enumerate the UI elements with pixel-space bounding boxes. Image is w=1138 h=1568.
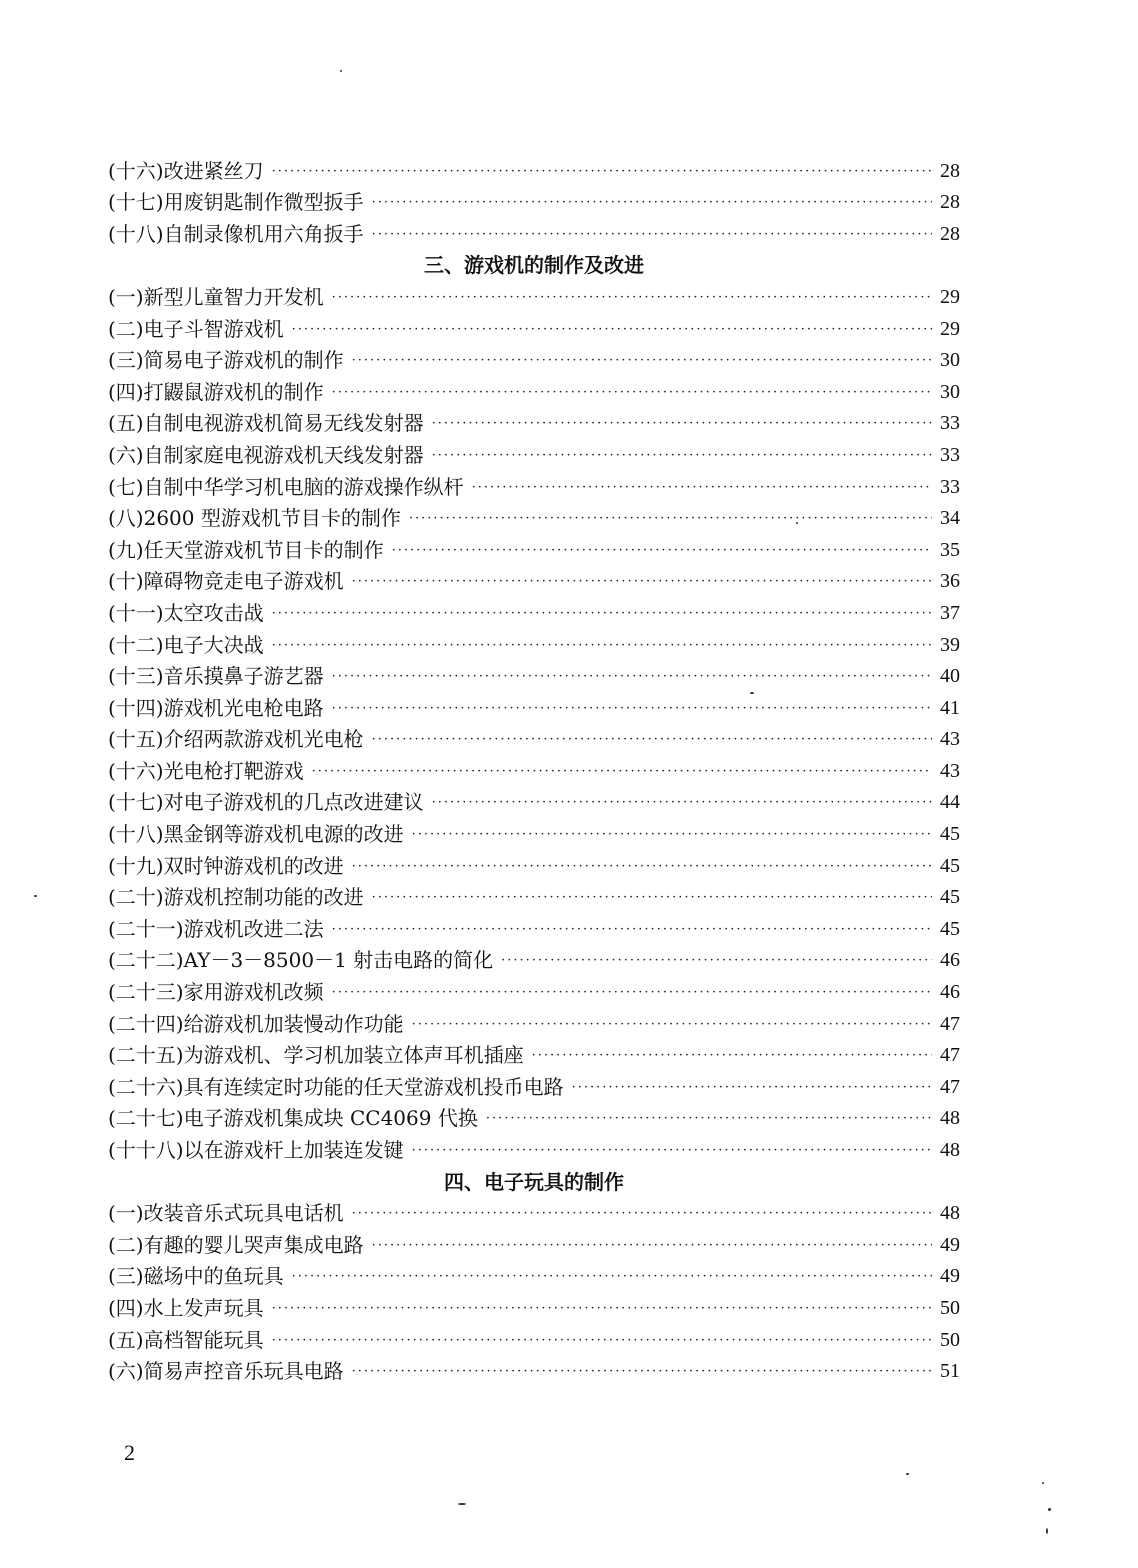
dot-leader [292,323,932,336]
toc-entry-page: 35 [940,538,960,561]
toc-entry [108,341,960,373]
toc-entry-title: (四)水上发声玩具 [108,1295,264,1320]
toc-entry-title: (十七)用废钥匙制作微型扳手 [108,190,364,215]
toc-entry-title: (三)简易电子游戏机的制作 [108,348,344,373]
toc-entry [108,846,960,878]
dot-leader [432,449,932,462]
toc-entry-title: (十八)自制录像机用六角扳手 [108,221,364,246]
scan-speck [1042,1482,1044,1484]
toc-entry-page: 30 [940,349,960,372]
dot-leader [352,1207,932,1220]
scan-speck [750,692,754,694]
toc-entry-title: (四)打鼹鼠游戏机的制作 [108,379,324,404]
dot-leader [332,291,932,304]
toc-entry [108,783,960,815]
scan-speck [34,895,37,897]
toc-entry-title: (一)新型儿童智力开发机 [108,284,324,309]
toc-entry-title: (七)自制中华学习机电脑的游戏操作纵杆 [108,474,464,499]
dot-leader [352,1365,932,1378]
dot-leader [412,1144,932,1157]
dot-leader [272,639,932,652]
toc-entry-title: (六)简易声控音乐玩具电路 [108,1359,344,1384]
toc-entry-title: (二十六)具有连续定时功能的任天堂游戏机投币电路 [108,1074,564,1099]
scan-speck [340,70,342,72]
toc-entry-page: 29 [940,317,960,340]
dot-leader [332,923,932,936]
toc-entry-page: 33 [940,412,960,435]
toc-entry-title: (十二)电子大决战 [108,632,264,657]
toc-entry-page: 48 [940,1139,960,1161]
page-number: 2 [124,1440,135,1465]
dot-leader [432,417,932,430]
dot-leader [272,607,932,620]
toc-entry-title: (二十)游戏机控制功能的改进 [108,885,364,910]
dot-leader [332,386,932,399]
toc-entry-page: 36 [940,570,960,593]
toc-entry [108,814,960,846]
toc-entry [108,909,960,941]
toc-entry-page: 50 [940,1328,960,1351]
dot-leader [272,165,932,178]
toc-entry-title: (十五)介绍两款游戏机光电枪 [108,727,364,752]
toc-entry-page: 43 [940,759,960,782]
dot-leader [409,512,932,525]
toc-entry-title: (八)2600 型游戏机节目卡的制作 [108,506,401,531]
section-heading: 四、电子玩具的制作 [444,1169,624,1194]
toc-entry [108,1194,960,1226]
toc-entry-title: (十三)音乐摸鼻子游艺器 [108,664,324,689]
dot-leader [392,544,932,557]
toc-entry [108,372,960,404]
toc-entry [108,1036,960,1068]
toc-entry-title: (二十四)给游戏机加装慢动作功能 [108,1011,404,1036]
dot-leader [372,733,932,746]
toc-entry-title: (二)电子斗智游戏机 [108,316,284,341]
toc-entry-page: 45 [940,917,960,940]
toc-entry-title: (九)任天堂游戏机节目卡的制作 [108,537,384,562]
toc-entry-title: (十八)黑金钢等游戏机电源的改进 [108,822,404,847]
toc-entry-page: 37 [940,601,960,624]
dot-leader [332,986,932,999]
toc-entry [108,277,960,309]
toc-entry-page: 50 [940,1296,960,1319]
toc-entry-title: (六)自制家庭电视游戏机天线发射器 [108,442,424,467]
toc-entry-page: 39 [940,633,960,656]
dot-leader [352,860,932,873]
toc-entry [108,530,960,562]
toc-entry-page: 28 [940,191,960,214]
toc-entry-title: (十九)双时钟游戏机的改进 [108,853,344,878]
toc-entry [108,183,960,215]
scan-speck [458,1503,466,1505]
dot-leader [352,575,932,588]
scan-speck [1048,1508,1051,1511]
dot-leader [472,481,932,494]
toc-entry [108,467,960,499]
toc-entry [108,435,960,467]
toc-entry [108,593,960,625]
toc-entry-title: (一)改装音乐式玩具电话机 [108,1201,344,1226]
dot-leader [412,828,932,841]
toc-entry [108,688,960,720]
toc-entry-page: 29 [940,285,960,308]
section-heading: 三、游戏机的制作及改进 [424,253,644,278]
toc-entry-page: 48 [940,1202,960,1225]
toc-entry-page: 33 [940,443,960,466]
dot-leader [532,1049,932,1062]
toc-entry-title: (二十二)AY－3－8500－1 射击电路的简化 [108,948,494,973]
toc-entry [108,972,960,1004]
toc-entry-page: 28 [940,222,960,245]
toc-entry [108,309,960,341]
toc-entry-title: (十一)太空攻击战 [108,600,264,625]
toc-entry-title: (二)有趣的婴儿哭声集成电路 [108,1232,364,1257]
toc-entry-page: 43 [940,728,960,751]
toc-entry [108,1320,960,1352]
toc-entry-page: 47 [940,1012,960,1035]
dot-leader [272,1302,932,1315]
toc-entry [108,657,960,689]
toc-entry-title: (十十八)以在游戏杆上加装连发键 [108,1138,404,1162]
toc-entry-page: 34 [940,507,960,530]
toc-entry-title: (二十七)电子游戏机集成块 CC4069 代换 [108,1106,478,1131]
toc-entry-page: 47 [940,1075,960,1098]
toc-entry [108,1130,960,1162]
toc-entry-page: 33 [940,475,960,498]
toc-entry-page: 40 [940,665,960,688]
toc-entry-page: 45 [940,854,960,877]
toc-entry-title: (五)高档智能玩具 [108,1327,264,1352]
toc-entry [108,751,960,783]
toc-entry-page: 47 [940,1044,960,1067]
toc-entry-page: 46 [940,949,960,972]
toc-entry [108,404,960,436]
toc-entry-page: 51 [940,1360,960,1383]
toc-entry-page: 45 [940,886,960,909]
dot-leader [352,354,932,367]
dot-leader [432,796,932,809]
toc-entry [108,499,960,531]
scan-speck [906,1473,909,1475]
toc-entry-title: (十六)改进紧丝刀 [108,158,264,183]
toc-entry [108,1257,960,1289]
toc-entry-title: (十)障碍物竞走电子游戏机 [108,569,344,594]
toc-entry [108,1288,960,1320]
toc-entry-page: 49 [940,1233,960,1256]
toc-entry [108,1225,960,1257]
toc-entry-page: 45 [940,823,960,846]
dot-leader [332,670,932,683]
toc-entry-title: (二十五)为游戏机、学习机加装立体声耳机插座 [108,1043,524,1068]
toc-entry-title: (二十三)家用游戏机改频 [108,980,324,1005]
toc-entry-page: 46 [940,981,960,1004]
toc-entry [108,151,960,183]
scan-speck [1046,1528,1048,1534]
toc-entry-page: 44 [940,791,960,814]
toc-entry-title: (十七)对电子游戏机的几点改进建议 [108,790,424,815]
dot-leader [292,1270,932,1283]
toc-entry [108,562,960,594]
dot-leader [332,702,932,715]
dot-leader [272,1334,932,1347]
toc-entry [108,214,960,246]
toc-entry [108,941,960,973]
dot-leader [412,1018,932,1031]
toc-entry-title: (十六)光电枪打靶游戏 [108,758,304,783]
toc-entry [108,1067,960,1099]
toc-entry [108,878,960,910]
toc-entry [108,1099,960,1131]
scan-speck [796,522,798,524]
toc-entry-title: (二十一)游戏机改进二法 [108,916,324,941]
toc-entry-page: 41 [940,696,960,719]
dot-leader [312,765,932,778]
toc-entry-page: 48 [940,1107,960,1130]
dot-leader [372,228,932,241]
table-of-contents [108,151,960,1383]
dot-leader [486,1112,932,1125]
toc-entry-title: (三)磁场中的鱼玩具 [108,1264,284,1289]
dot-leader [372,196,932,209]
toc-entry-title: (五)自制电视游戏机简易无线发射器 [108,411,424,436]
dot-leader [501,954,932,967]
dot-leader [372,891,932,904]
toc-entry [108,1352,960,1384]
toc-entry-page: 30 [940,380,960,403]
toc-entry-page: 28 [940,159,960,182]
toc-entry-title: (十四)游戏机光电枪电路 [108,695,324,720]
toc-entry [108,1004,960,1036]
toc-entry-page: 49 [940,1265,960,1288]
dot-leader [572,1081,932,1094]
toc-entry [108,625,960,657]
toc-entry [108,720,960,752]
dot-leader [372,1239,932,1252]
